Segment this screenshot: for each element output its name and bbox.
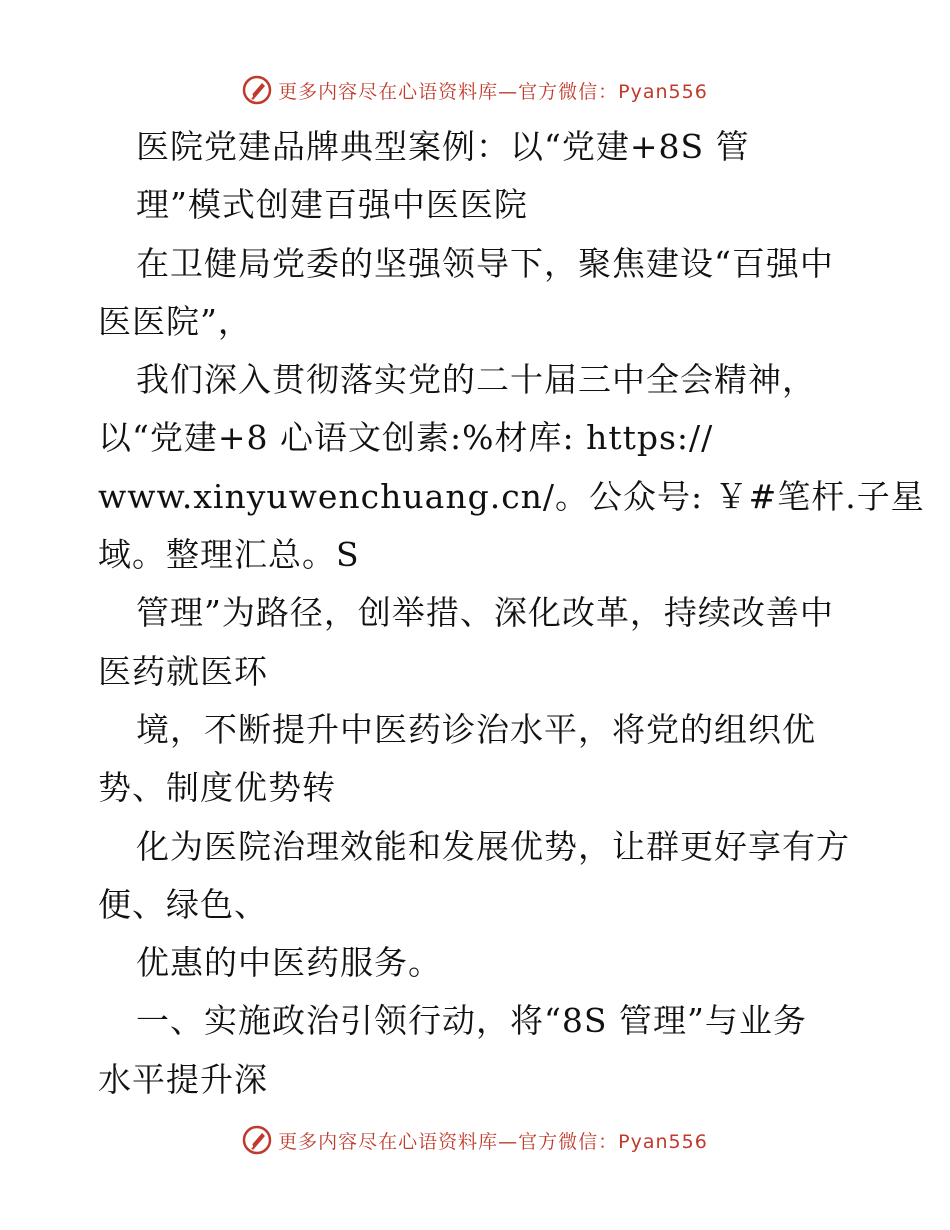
document-line: 我们深入贯彻落实党的二十届三中全会精神， [136, 360, 816, 400]
document-body [98, 118, 925, 1109]
document-line: 管理”为路径，创举措、深化改革，持续改善中 [136, 593, 834, 633]
footer-banner-text: 更多内容尽在心语资料库—官方微信：Pyan556 [278, 1130, 708, 1153]
document-line: 势、制度优势转 [98, 768, 336, 808]
document-line: 理”模式创建百强中医医院 [136, 185, 528, 225]
header-watermark-banner [0, 70, 950, 110]
document-line: 医医院”， [98, 301, 252, 341]
document-line: 优惠的中医药服务。 [136, 943, 442, 983]
document-line: 医院党建品牌典型案例：以“党建+8S 管 [136, 127, 750, 166]
document-line: 以“党建+8 心语文创素:%材库: https:// [98, 418, 714, 458]
footer-watermark-banner [0, 1120, 950, 1160]
document-line: 化为医院治理效能和发展优势，让群更好享有方 [136, 826, 850, 866]
document-line: 在卫健局党委的坚强领导下，聚焦建设“百强中 [136, 243, 834, 283]
header-banner-text: 更多内容尽在心语资料库—官方微信：Pyan556 [278, 80, 708, 103]
pen-logo-icon [242, 1125, 272, 1155]
pen-logo-icon [242, 75, 272, 105]
document-line: 水平提升深 [98, 1059, 268, 1099]
document-line: 医药就医环 [98, 651, 268, 691]
document-line: 境，不断提升中医药诊治水平，将党的组织优 [136, 709, 816, 749]
document-line: 域。整理汇总。S [98, 535, 360, 575]
document-line: www.xinyuwenchuang.cn/。公众号: ￥#笔杆.子星 [98, 476, 925, 516]
document-line: 便、绿色、 [98, 884, 268, 924]
document-line: 一、实施政治引领行动，将“8S 管理”与业务 [136, 1001, 807, 1041]
